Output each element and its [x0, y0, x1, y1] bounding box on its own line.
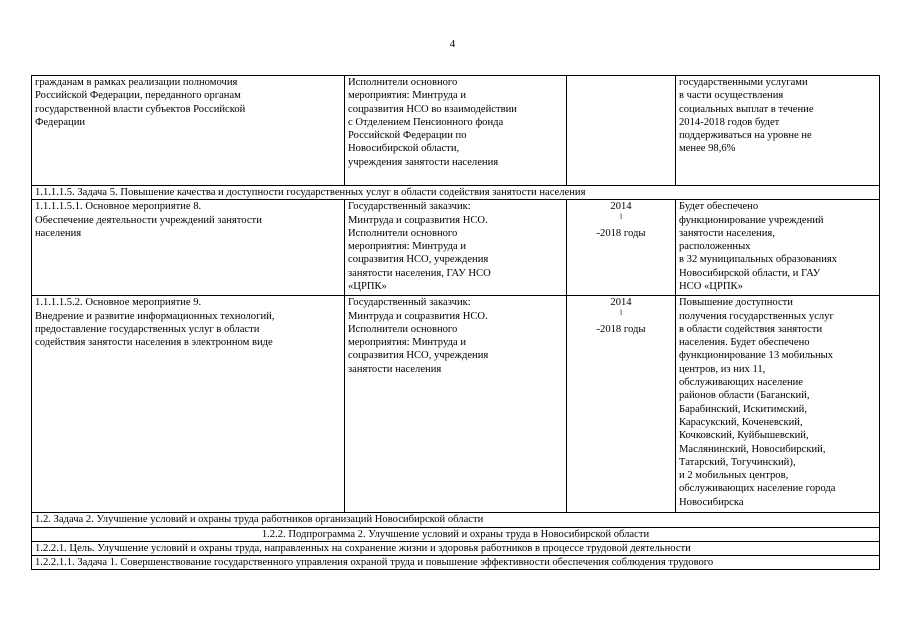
page-number: 4 [449, 38, 456, 50]
activity-cell: 1.1.1.1.5.2. Основное мероприятие 9. Внедрение и развитие информационных технологий, предоставление государственных услуг в области содействия занятости населения в электронном виде [32, 296, 345, 513]
period-cell: 2014 $^1$ -2018 годы [567, 200, 676, 296]
task-1-heading: 1.2.2.1.1. Задача 1. Совершенствование государственного управления охраной труда и повышение эффективности обеспечения соблюдения трудового [32, 556, 880, 570]
executors-cell: Государственный заказчик: Минтруда и соцразвития НСО. Исполнители основного мероприятия: Минтруда и соцразвития НСО, учреждения занятости населения [345, 296, 567, 513]
subprogram-2-heading: 1.2.2. Подпрограмма 2. Улучшение условий и охраны труда в Новосибирской области [32, 527, 880, 541]
table-row [32, 200, 880, 296]
executors-cell: Государственный заказчик: Минтруда и соцразвития НСО. Исполнители основного мероприятия: Минтруда и соцразвития НСО, учреждения занятости населения, ГАУ НСО «ЦРПК» [345, 200, 567, 296]
task-row [32, 513, 880, 527]
activity-cell: гражданам в рамках реализации полномочия Российской Федерации, переданного органам государственной власти субъектов Российской Федерации [32, 76, 345, 186]
task-row [32, 556, 880, 570]
result-cell: Будет обеспечено функционирование учреждений занятости населения, расположенных в 32 муниципальных образованиях Новосибирской области, и ГАУ НСО «ЦРПК» [676, 200, 880, 296]
program-table [31, 75, 880, 570]
task-5-heading: 1.1.1.1.5. Задача 5. Повышение качества и доступности государственных услуг в области содействия занятости населения [32, 186, 880, 200]
activity-cell: 1.1.1.1.5.1. Основное мероприятие 8. Обеспечение деятельности учреждений занятости населения [32, 200, 345, 296]
period-cell [567, 76, 676, 186]
goal-row [32, 541, 880, 555]
table-row [32, 296, 880, 513]
task-2-heading: 1.2. Задача 2. Улучшение условий и охраны труда работников организаций Новосибирской области [32, 513, 880, 527]
executors-cell: Исполнители основного мероприятия: Минтруда и соцразвития НСО во взаимодействии с Отделением Пенсионного фонда Российской Федерации по Новосибирской области, учреждения занятости населения [345, 76, 567, 186]
result-cell: Повышение доступности получения государственных услуг в области содействия занятости населения. Будет обеспечено функционирование 13 мобильных центров, из них 11, обслуживающих население районов области (Баганский, Барабинский, Искитимский, Карасукский, Коченевский, Кочковский, Куйбышевский, Маслянинский, Новосибирский, Татарский, Тогучинский), и 2 мобильных центров, обслуживающих население города Новосибирска [676, 296, 880, 513]
task-row [32, 186, 880, 200]
subprogram-row [32, 527, 880, 541]
table-row [32, 76, 880, 186]
goal-heading: 1.2.2.1. Цель. Улучшение условий и охраны труда, направленных на сохранение жизни и здоровья работников в процессе трудовой деятельности [32, 541, 880, 555]
period-cell: 2014 $^1$ -2018 годы [567, 296, 676, 513]
result-cell: государственными услугами в части осуществления социальных выплат в течение 2014-2018 годов будет поддерживаться на уровне не менее 98,6% [676, 76, 880, 186]
